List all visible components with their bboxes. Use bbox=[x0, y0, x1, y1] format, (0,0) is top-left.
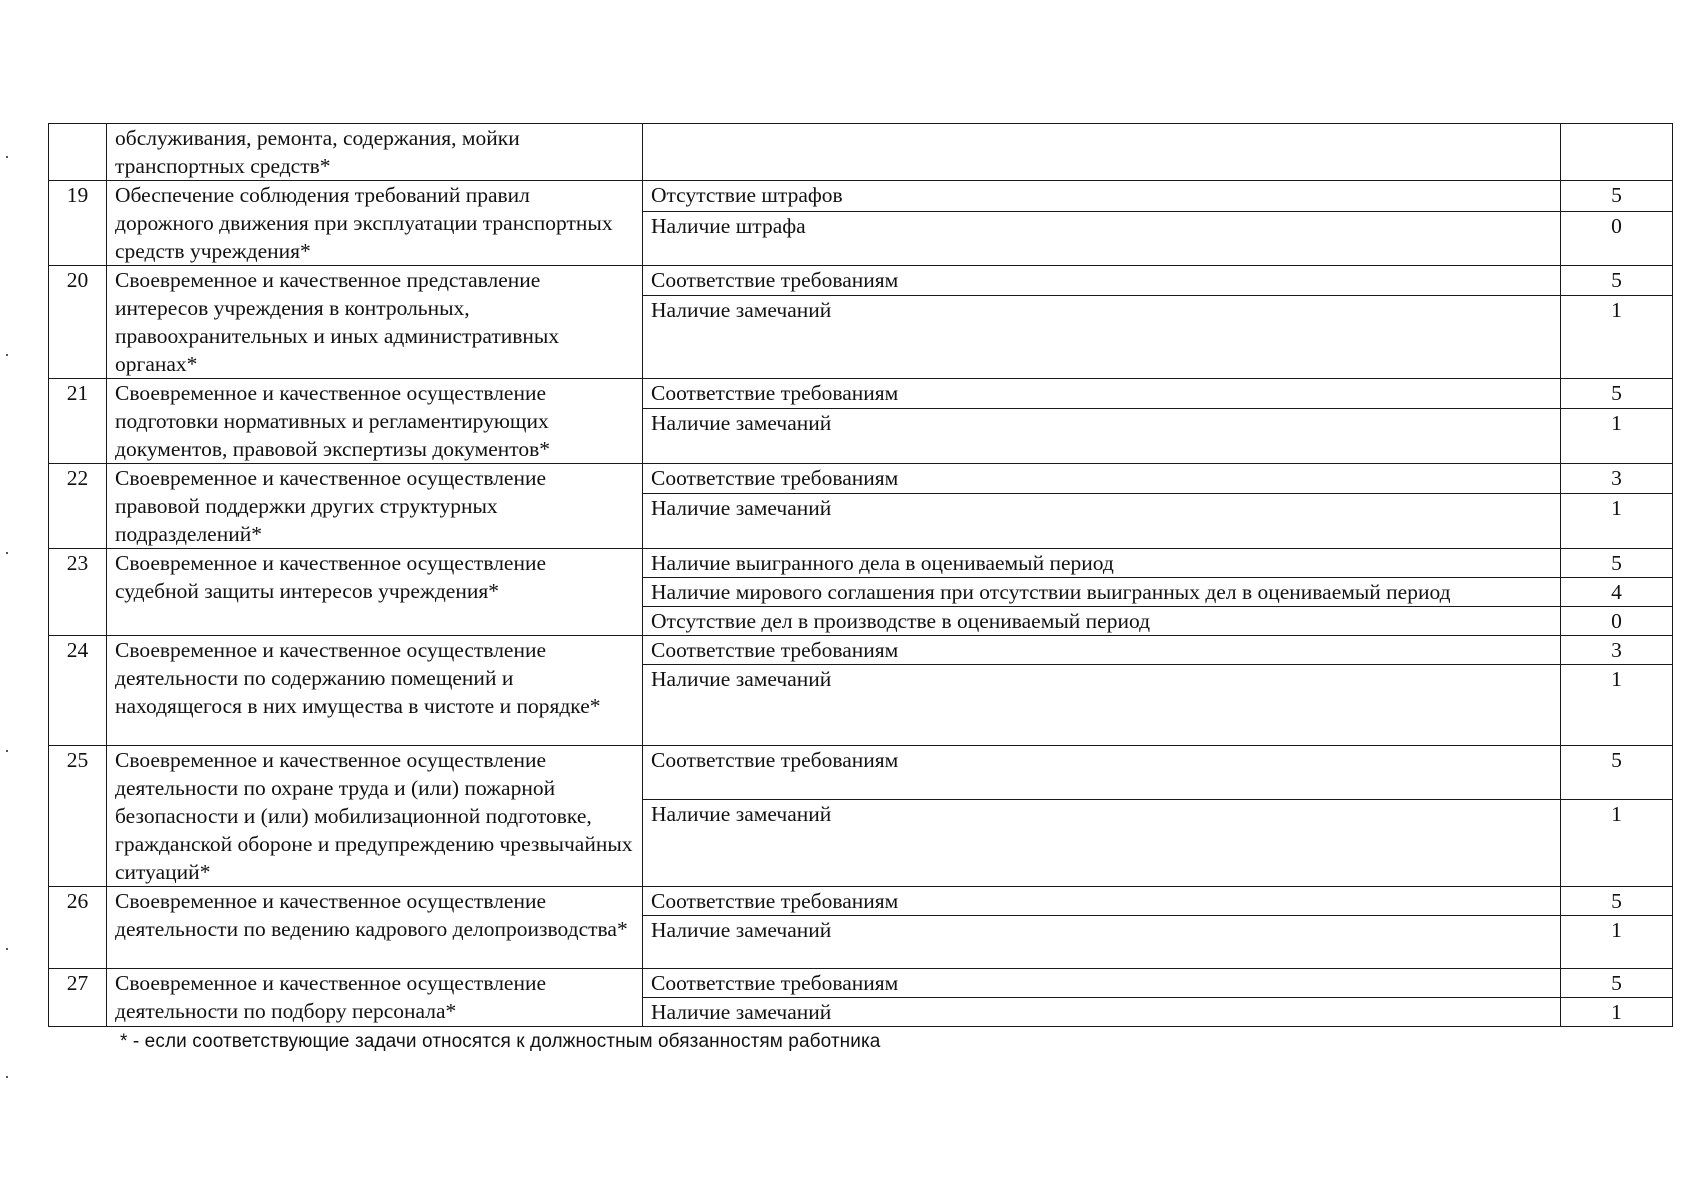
criterion-condition: Отсутствие дел в производстве в оцениваемый период bbox=[643, 607, 1561, 636]
task-description: Своевременное и качественное осуществление подготовки нормативных и регламентирующих документов, правовой экспертизы документов* bbox=[107, 379, 643, 464]
scan-mark bbox=[6, 354, 8, 356]
criterion-condition: Наличие замечаний bbox=[643, 296, 1561, 379]
criterion-score: 5 bbox=[1561, 746, 1673, 800]
criterion-condition: Наличие штрафа bbox=[643, 211, 1561, 265]
task-description: Своевременное и качественное осуществление деятельности по содержанию помещений и находящегося в них имущества в чистоте и порядке* bbox=[107, 636, 643, 746]
criterion-score: 0 bbox=[1561, 211, 1673, 265]
criterion-condition: Наличие замечаний bbox=[643, 799, 1561, 886]
row-number: 22 bbox=[49, 464, 107, 549]
criterion-condition: Наличие замечаний bbox=[643, 998, 1561, 1027]
table-row bbox=[49, 549, 1673, 578]
table-row bbox=[49, 181, 1673, 212]
task-description: Своевременное и качественное осуществление правовой поддержки других структурных подразделений* bbox=[107, 464, 643, 549]
document-page bbox=[48, 123, 1672, 1053]
table-row bbox=[49, 379, 1673, 409]
criterion-score: 3 bbox=[1561, 636, 1673, 665]
task-description: Своевременное и качественное осуществление деятельности по подбору персонала* bbox=[107, 969, 643, 1027]
criterion-condition: Наличие замечаний bbox=[643, 665, 1561, 746]
task-description: Своевременное и качественное осуществление деятельности по ведению кадрового делопроизводства* bbox=[107, 887, 643, 969]
criterion-score: 1 bbox=[1561, 799, 1673, 886]
criterion-score: 1 bbox=[1561, 296, 1673, 379]
criterion-condition: Соответствие требованиям bbox=[643, 887, 1561, 916]
row-number: 23 bbox=[49, 549, 107, 636]
task-description: Своевременное и качественное осуществление судебной защиты интересов учреждения* bbox=[107, 549, 643, 636]
criterion-score: 5 bbox=[1561, 887, 1673, 916]
criterion-condition: Соответствие требованиям bbox=[643, 746, 1561, 800]
criterion-score: 1 bbox=[1561, 494, 1673, 549]
criterion-condition: Соответствие требованиям bbox=[643, 969, 1561, 998]
criteria-table-body bbox=[49, 124, 1673, 1027]
criterion-score: 0 bbox=[1561, 607, 1673, 636]
criterion-condition bbox=[643, 124, 1561, 181]
task-description: обслуживания, ремонта, содержания, мойки транспортных средств* bbox=[107, 124, 643, 181]
criterion-condition: Наличие замечаний bbox=[643, 916, 1561, 969]
criterion-condition: Соответствие требованиям bbox=[643, 636, 1561, 665]
criterion-score: 5 bbox=[1561, 379, 1673, 409]
criterion-condition: Наличие выигранного дела в оцениваемый период bbox=[643, 549, 1561, 578]
task-description: Своевременное и качественное осуществление деятельности по охране труда и (или) пожарной безопасности и (или) мобилизационной подготовке, гражданской обороне и предупреждению чрезвычайных ситуаций* bbox=[107, 746, 643, 887]
criterion-score: 5 bbox=[1561, 969, 1673, 998]
criterion-condition: Соответствие требованиям bbox=[643, 464, 1561, 494]
row-number: 27 bbox=[49, 969, 107, 1027]
row-number bbox=[49, 124, 107, 181]
row-number: 21 bbox=[49, 379, 107, 464]
table-row bbox=[49, 887, 1673, 916]
table-row bbox=[49, 746, 1673, 800]
row-number: 20 bbox=[49, 266, 107, 379]
table-row bbox=[49, 464, 1673, 494]
table-row bbox=[49, 636, 1673, 665]
criterion-score: 1 bbox=[1561, 916, 1673, 969]
criterion-score: 5 bbox=[1561, 266, 1673, 296]
criterion-score: 4 bbox=[1561, 578, 1673, 607]
scan-mark bbox=[6, 552, 8, 554]
criterion-condition: Наличие замечаний bbox=[643, 494, 1561, 549]
criterion-score bbox=[1561, 124, 1673, 181]
table-row bbox=[49, 124, 1673, 181]
criterion-condition: Соответствие требованиям bbox=[643, 266, 1561, 296]
criterion-score: 5 bbox=[1561, 549, 1673, 578]
task-description: Обеспечение соблюдения требований правил дорожного движения при эксплуатации транспортных средств учреждения* bbox=[107, 181, 643, 266]
criterion-condition: Наличие мирового соглашения при отсутствии выигранных дел в оцениваемый период bbox=[643, 578, 1561, 607]
criterion-score: 1 bbox=[1561, 409, 1673, 464]
criterion-score: 3 bbox=[1561, 464, 1673, 494]
table-row bbox=[49, 266, 1673, 296]
row-number: 19 bbox=[49, 181, 107, 266]
table-row bbox=[49, 969, 1673, 998]
scan-mark bbox=[6, 948, 8, 950]
row-number: 24 bbox=[49, 636, 107, 746]
scan-mark bbox=[6, 1076, 8, 1078]
footnote: * - если соответствующие задачи относятся к должностным обязанностям работника bbox=[120, 1031, 881, 1052]
criterion-score: 5 bbox=[1561, 181, 1673, 212]
scan-mark bbox=[6, 156, 8, 158]
criterion-score: 1 bbox=[1561, 665, 1673, 746]
criterion-condition: Соответствие требованиям bbox=[643, 379, 1561, 409]
row-number: 25 bbox=[49, 746, 107, 887]
criterion-condition: Наличие замечаний bbox=[643, 409, 1561, 464]
criterion-condition: Отсутствие штрафов bbox=[643, 181, 1561, 212]
row-number: 26 bbox=[49, 887, 107, 969]
scan-mark bbox=[6, 750, 8, 752]
criteria-table bbox=[48, 123, 1673, 1027]
task-description: Своевременное и качественное представление интересов учреждения в контрольных, правоохранительных и иных административных органах* bbox=[107, 266, 643, 379]
criterion-score: 1 bbox=[1561, 998, 1673, 1027]
